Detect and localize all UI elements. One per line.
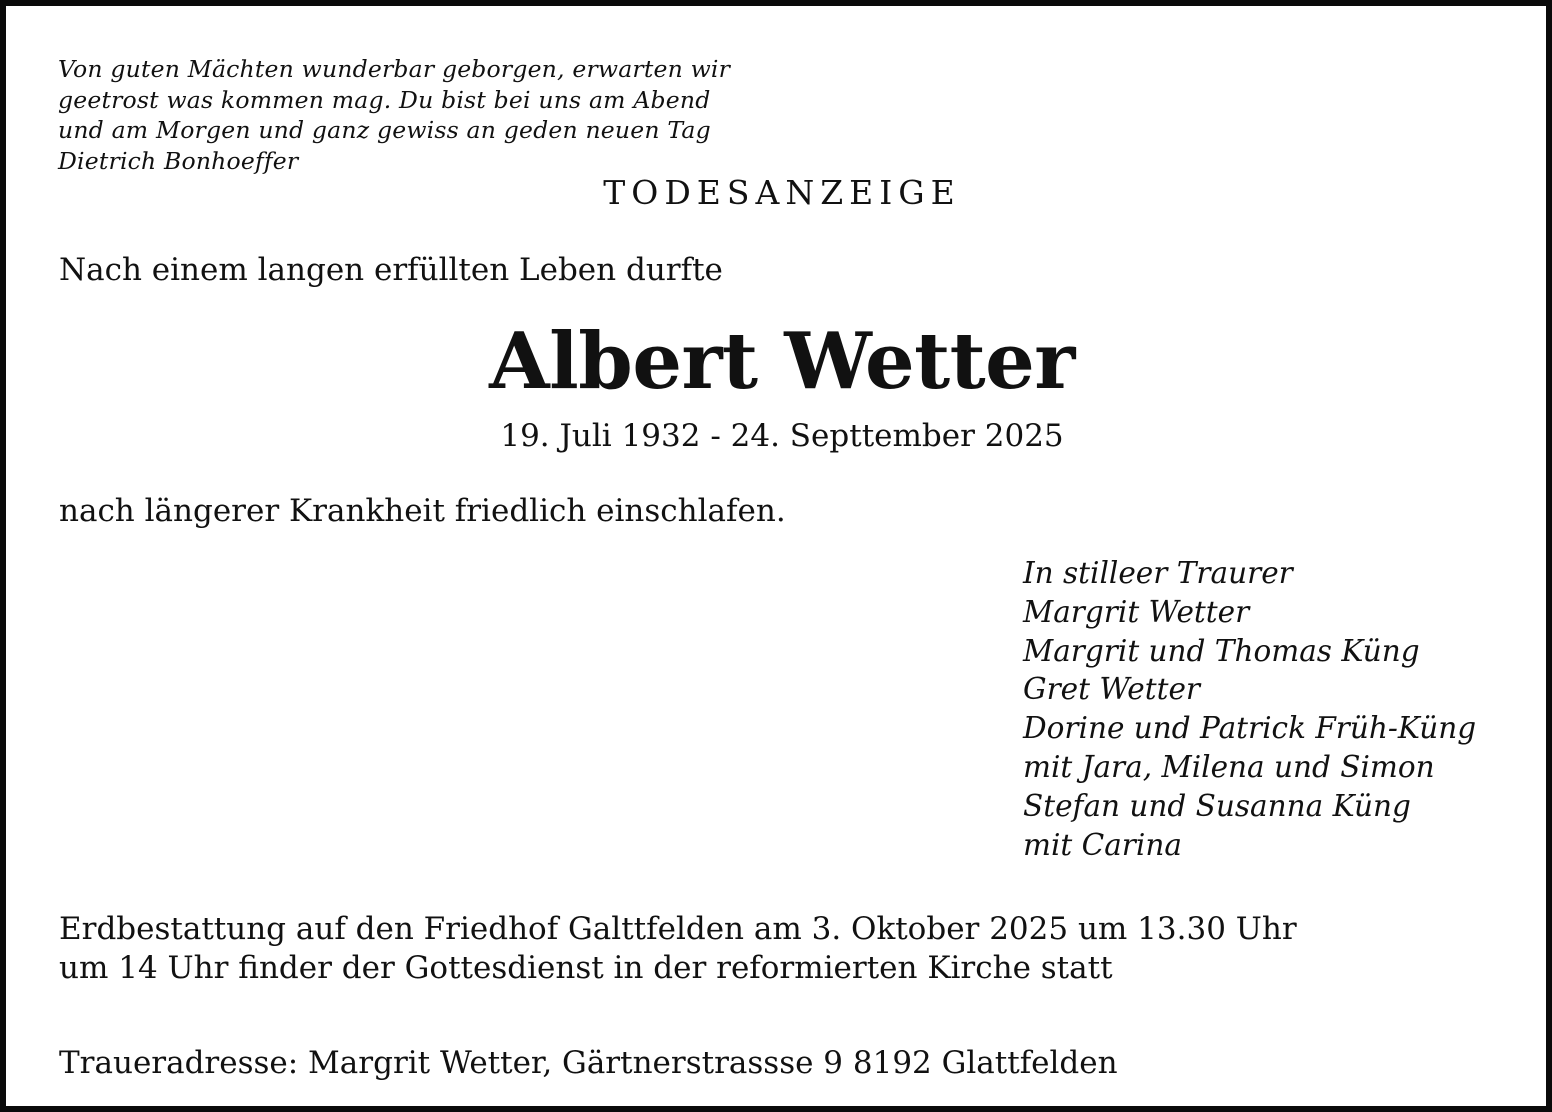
deceased-name: Albert Wetter bbox=[489, 316, 1075, 407]
mourners-list bbox=[1023, 554, 1476, 864]
service-line: um 14 Uhr finder der Gottesdienst in der reformierten Kirche statt bbox=[59, 949, 1113, 986]
mourner-entry: Margrit Wetter bbox=[1023, 594, 1250, 629]
mourner-entry: Gret Wetter bbox=[1023, 672, 1200, 707]
mourner-entry: Stefan und Susanna Küng bbox=[1023, 788, 1411, 823]
motto-line: geetrost was kommen mag. Du bist bei uns am Abend bbox=[58, 85, 711, 114]
mourning-address: Traueradresse: Margrit Wetter, Gärtnerstrassse 9 8192 Glattfelden bbox=[59, 1045, 1118, 1081]
burial-line: Erdbestattung auf den Friedhof Galttfelden am 3. Oktober 2025 um 13.30 Uhr bbox=[59, 911, 1297, 947]
life-dates: 19. Juli 1932 - 24. Septtember 2025 bbox=[500, 418, 1064, 454]
mourner-entry: Dorine und Patrick Früh-Küng bbox=[1023, 711, 1477, 746]
mourner-entry: mit Jara, Milena und Simon bbox=[1023, 749, 1435, 784]
motto-author: Dietrich Bonhoeffer bbox=[58, 146, 299, 175]
motto-quote bbox=[58, 54, 730, 176]
mourner-entry: Margrit und Thomas Küng bbox=[1023, 633, 1420, 668]
notice-heading: TODESANZEIGE bbox=[603, 173, 961, 212]
outro-text: nach längerer Krankheit friedlich einschlafen. bbox=[59, 493, 786, 529]
motto-line: und am Morgen und ganz gewiss an geden neuen Tag bbox=[58, 116, 711, 144]
mourners-heading: In stilleer Traurer bbox=[1023, 556, 1293, 590]
mourner-entry: mit Carina bbox=[1023, 827, 1182, 862]
intro-text: Nach einem langen erfüllten Leben durfte bbox=[59, 252, 723, 288]
motto-line: Von guten Mächten wunderbar geborgen, erwarten wir bbox=[58, 55, 731, 83]
funeral-info bbox=[59, 910, 1297, 987]
